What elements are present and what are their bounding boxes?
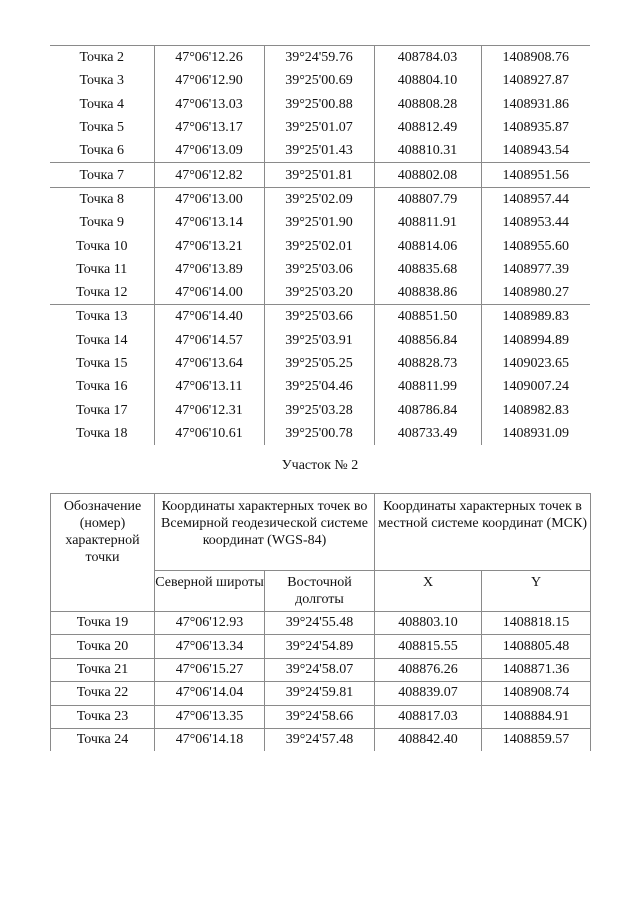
latitude-cell: 47°06'10.61: [154, 422, 264, 445]
latitude-cell: 47°06'12.82: [154, 163, 264, 187]
point-name-cell: Точка 17: [76, 402, 128, 418]
y-cell: 1408871.36: [482, 658, 591, 681]
point-name-cell: Точка 8: [50, 187, 154, 211]
table-row: [51, 705, 591, 728]
x-cell: 408828.73: [374, 352, 481, 375]
y-cell: 1408953.44: [481, 211, 590, 234]
latitude-cell: 47°06'13.03: [154, 93, 264, 116]
latitude-cell: 47°06'14.57: [154, 329, 264, 352]
longitude-cell: 39°25'03.20: [264, 281, 374, 305]
table-row: [50, 211, 590, 234]
table-row: [50, 281, 590, 305]
table-row: [50, 116, 590, 139]
table-row: [50, 352, 590, 375]
header-designation: Обозначение (номер) характерной точки: [51, 494, 155, 612]
x-cell: 408808.28: [374, 93, 481, 116]
latitude-cell: 47°06'13.35: [155, 705, 265, 728]
y-cell: 1408980.27: [481, 281, 590, 305]
longitude-cell: 39°24'57.48: [265, 728, 375, 751]
coordinates-table-part-1: [50, 45, 590, 445]
x-cell: 408804.10: [374, 69, 481, 92]
y-cell: 1408884.91: [482, 705, 591, 728]
longitude-cell: 39°25'03.91: [264, 329, 374, 352]
longitude-cell: 39°24'55.48: [265, 612, 375, 635]
longitude-cell: 39°25'00.88: [264, 93, 374, 116]
longitude-cell: 39°24'54.89: [265, 635, 375, 658]
point-name-cell: Точка 5: [79, 120, 124, 136]
latitude-cell: 47°06'14.04: [155, 682, 265, 705]
latitude-cell: 47°06'13.17: [154, 116, 264, 139]
section-caption: Участок № 2: [281, 458, 359, 473]
x-cell: 408810.31: [374, 139, 481, 163]
x-cell: 408811.91: [374, 211, 481, 234]
point-name-cell: Точка 19: [51, 612, 155, 635]
y-cell: 1408908.74: [482, 682, 591, 705]
table-row: [50, 258, 590, 281]
x-cell: 408815.55: [375, 635, 482, 658]
y-cell: 1408957.44: [481, 187, 590, 211]
y-cell: 1408805.48: [482, 635, 591, 658]
y-cell: 1408982.83: [481, 398, 590, 421]
y-cell: 1408927.87: [481, 69, 590, 92]
y-cell: 1408943.54: [481, 139, 590, 163]
point-name-cell: Точка 16: [76, 379, 128, 395]
latitude-cell: 47°06'13.00: [154, 187, 264, 211]
point-name-cell: Точка 7: [50, 163, 154, 187]
table-row: [50, 69, 590, 92]
header-msk-coordinates: Координаты характерных точек в местной системе координат (МСК): [375, 494, 591, 571]
latitude-cell: 47°06'13.21: [154, 234, 264, 257]
table-row: [51, 658, 591, 681]
point-name-cell: Точка 4: [79, 96, 124, 112]
x-cell: 408814.06: [374, 234, 481, 257]
x-cell: 408812.49: [374, 116, 481, 139]
longitude-cell: 39°25'01.07: [264, 116, 374, 139]
point-name-cell: Точка 20: [51, 635, 155, 658]
x-cell: 408835.68: [374, 258, 481, 281]
point-name-cell: Точка 22: [51, 682, 155, 705]
point-name-cell: Точка 14: [76, 332, 128, 348]
y-cell: 1408818.15: [482, 612, 591, 635]
longitude-cell: 39°25'00.69: [264, 69, 374, 92]
x-cell: 408784.03: [374, 46, 481, 70]
x-cell: 408838.86: [374, 281, 481, 305]
x-cell: 408856.84: [374, 329, 481, 352]
y-cell: 1408931.86: [481, 93, 590, 116]
point-name-cell: Точка 13: [50, 305, 154, 329]
latitude-cell: 47°06'14.40: [154, 305, 264, 329]
longitude-cell: 39°25'01.43: [264, 139, 374, 163]
latitude-cell: 47°06'14.18: [155, 728, 265, 751]
table-row: [50, 329, 590, 352]
x-cell: 408803.10: [375, 612, 482, 635]
table-row: [50, 46, 590, 70]
x-cell: 408851.50: [374, 305, 481, 329]
x-cell: 408839.07: [375, 682, 482, 705]
longitude-cell: 39°25'03.06: [264, 258, 374, 281]
longitude-cell: 39°24'59.76: [264, 46, 374, 70]
latitude-cell: 47°06'13.89: [154, 258, 264, 281]
header-north-latitude: Северной широты: [155, 571, 265, 612]
point-name-cell: Точка 23: [51, 705, 155, 728]
x-cell: 408786.84: [374, 398, 481, 421]
table-row: [51, 728, 591, 751]
x-cell: 408733.49: [374, 422, 481, 445]
latitude-cell: 47°06'13.11: [154, 375, 264, 398]
y-cell: 1408955.60: [481, 234, 590, 257]
point-name-cell: Точка 21: [51, 658, 155, 681]
latitude-cell: 47°06'12.31: [154, 398, 264, 421]
x-cell: 408817.03: [375, 705, 482, 728]
table-row: [50, 422, 590, 445]
table-row: [50, 93, 590, 116]
longitude-cell: 39°25'00.78: [264, 422, 374, 445]
longitude-cell: 39°25'03.66: [264, 305, 374, 329]
longitude-cell: 39°25'01.90: [264, 211, 374, 234]
point-name-cell: Точка 12: [76, 285, 128, 301]
y-cell: 1408859.57: [482, 728, 591, 751]
longitude-cell: 39°25'02.09: [264, 187, 374, 211]
point-name-cell: Точка 9: [79, 215, 124, 231]
longitude-cell: 39°24'58.07: [265, 658, 375, 681]
x-cell: 408807.79: [374, 187, 481, 211]
y-cell: 1408931.09: [481, 422, 590, 445]
table-row: [50, 187, 590, 211]
point-name-cell: Точка 15: [76, 356, 128, 371]
y-cell: 1408935.87: [481, 116, 590, 139]
latitude-cell: 47°06'14.00: [154, 281, 264, 305]
y-cell: 1409023.65: [481, 352, 590, 375]
longitude-cell: 39°24'59.81: [265, 682, 375, 705]
point-name-cell: Точка 2: [50, 46, 154, 70]
y-cell: 1408908.76: [481, 46, 590, 70]
latitude-cell: 47°06'12.93: [155, 612, 265, 635]
header-x: X: [375, 571, 482, 612]
latitude-cell: 47°06'13.09: [154, 139, 264, 163]
x-cell: 408802.08: [374, 163, 481, 187]
point-name-cell: Точка 6: [79, 143, 124, 159]
table-row: [50, 305, 590, 329]
x-cell: 408811.99: [374, 375, 481, 398]
point-name-cell: Точка 10: [76, 238, 128, 254]
table-row: [50, 139, 590, 163]
table-row: [51, 682, 591, 705]
longitude-cell: 39°25'04.46: [264, 375, 374, 398]
longitude-cell: 39°24'58.66: [265, 705, 375, 728]
header-wgs84-coordinates: Координаты характерных точек во Всемирной геодезической системе координат (WGS-84): [155, 494, 375, 571]
header-y: Y: [482, 571, 591, 612]
longitude-cell: 39°25'02.01: [264, 234, 374, 257]
y-cell: 1408994.89: [481, 329, 590, 352]
table-row: [50, 398, 590, 421]
x-cell: 408842.40: [375, 728, 482, 751]
table-row: [50, 375, 590, 398]
y-cell: 1408951.56: [481, 163, 590, 187]
latitude-cell: 47°06'15.27: [155, 658, 265, 681]
longitude-cell: 39°25'01.81: [264, 163, 374, 187]
latitude-cell: 47°06'12.26: [154, 46, 264, 70]
table-row: [50, 163, 590, 187]
latitude-cell: 47°06'13.14: [154, 211, 264, 234]
table-row: [51, 635, 591, 658]
table-row: [51, 612, 591, 635]
latitude-cell: 47°06'12.90: [154, 69, 264, 92]
table-row: [50, 234, 590, 257]
coordinates-table-part-2: [50, 493, 591, 751]
header-east-longitude: Восточной долготы: [265, 571, 375, 612]
longitude-cell: 39°25'03.28: [264, 398, 374, 421]
y-cell: 1408977.39: [481, 258, 590, 281]
x-cell: 408876.26: [375, 658, 482, 681]
point-name-cell: Точка 3: [79, 73, 124, 89]
y-cell: 1409007.24: [481, 375, 590, 398]
longitude-cell: 39°25'05.25: [264, 352, 374, 375]
latitude-cell: 47°06'13.34: [155, 635, 265, 658]
latitude-cell: 47°06'13.64: [154, 352, 264, 375]
point-name-cell: Точка 11: [76, 261, 128, 277]
point-name-cell: Точка 24: [51, 728, 155, 751]
y-cell: 1408989.83: [481, 305, 590, 329]
point-name-cell: Точка 18: [76, 425, 128, 441]
